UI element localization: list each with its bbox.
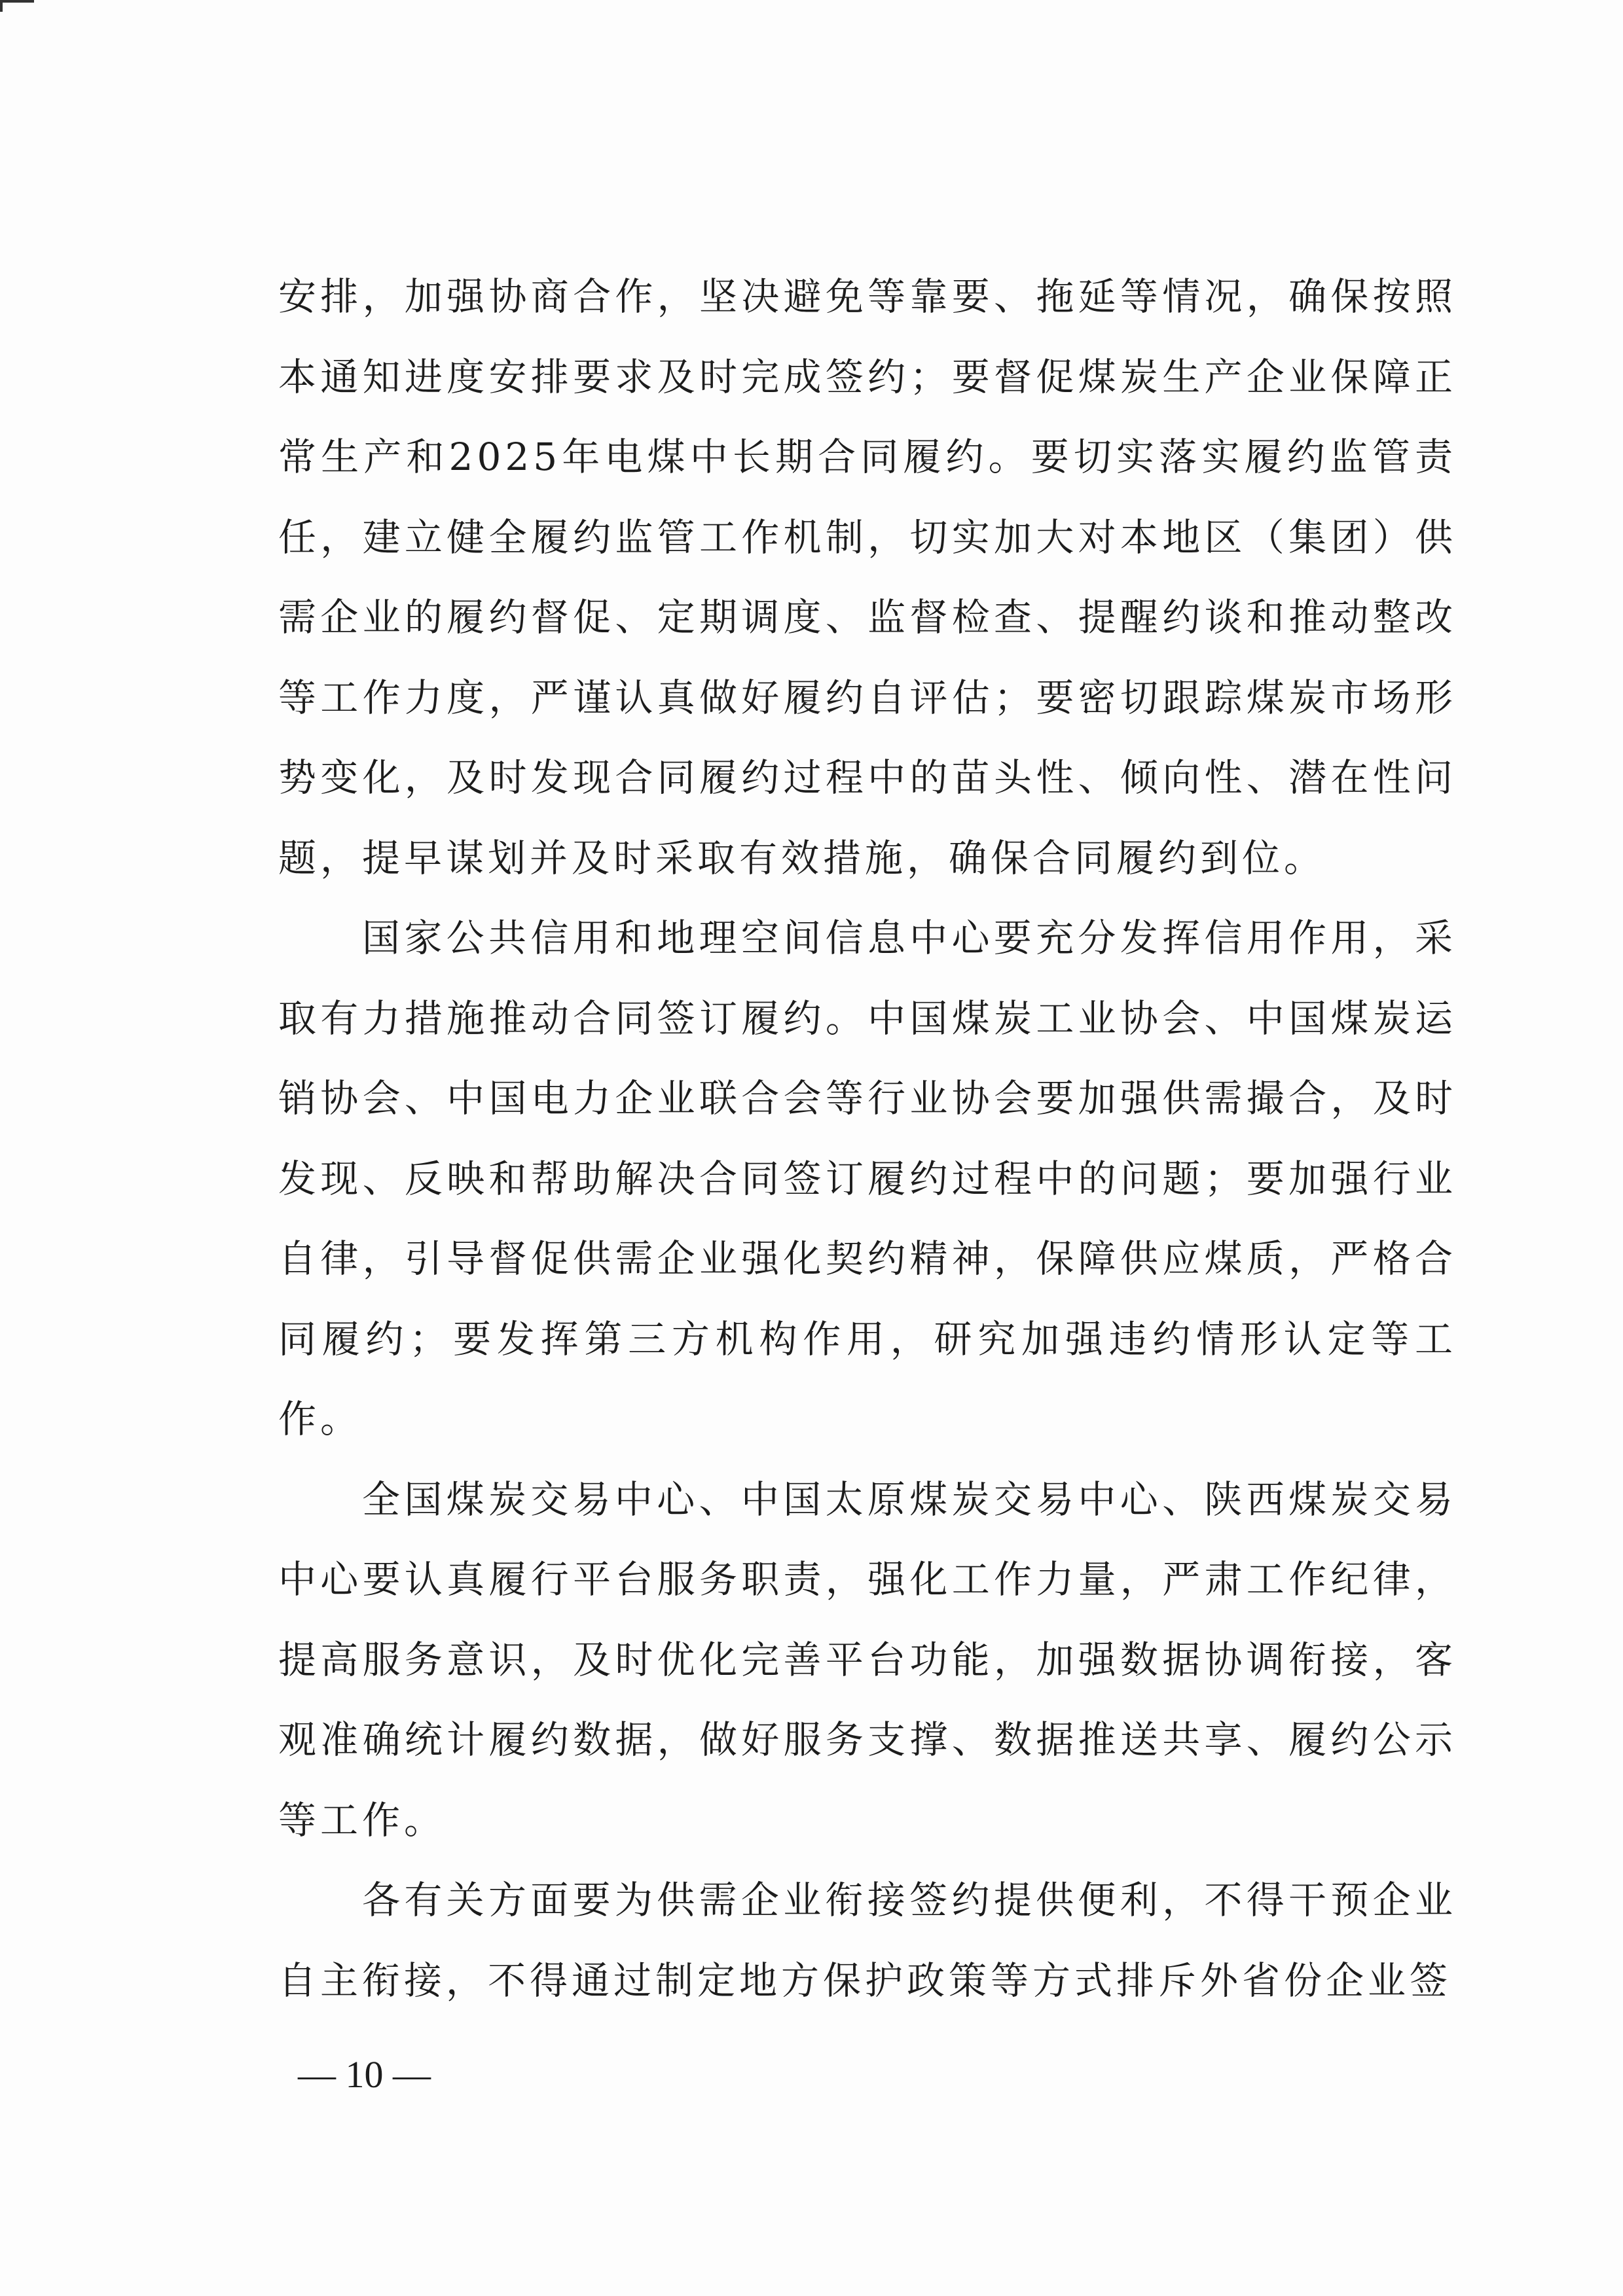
body-text (278, 257, 1457, 2020)
scan-corner-mark (0, 0, 34, 12)
paragraph-all-parties: 各有关方面要为供需企业衔接签约提供便利，不得干预企业自主衔接，不得通过制定地方保护政策等方式排斥外省份企业签 (278, 1878, 1457, 2003)
paragraph-continued: 安排，加强协商合作，坚决避免等靠要、拖延等情况，确保按照本通知进度安排要求及时完成签约；要督促煤炭生产企业保障正常生产和2025年电煤中长期合同履约。要切实落实履约监管责任，建立健全履约监管工作机制，切实加大对本地区（集团）供需企业的履约督促、定期调度、监督检查、提醒约谈和推动整改等工作力度，严谨认真做好履约自评估；要密切跟踪煤炭市场形势变化，及时发现合同履约过程中的苗头性、倾向性、潜在性问题，提早谋划并及时采取有效措施，确保合同履约到位。 (278, 274, 1457, 880)
paragraph-credit-center: 国家公共信用和地理空间信息中心要充分发挥信用作用，采取有力措施推动合同签订履约。中国煤炭工业协会、中国煤炭运销协会、中国电力企业联合会等行业协会要加强供需撮合，及时发现、反映和帮助解决合同签订履约过程中的问题；要加强行业自律，引导督促供需企业强化契约精神，保障供应煤质，严格合同履约；要发挥第三方机构作用，研究加强违约情形认定等工作。 (278, 916, 1457, 1441)
paragraph-trading-centers: 全国煤炭交易中心、中国太原煤炭交易中心、陕西煤炭交易中心要认真履行平台服务职责，强化工作力量，严肃工作纪律，提高服务意识，及时优化完善平台功能，加强数据协调衔接，客观准确统计履约数据，做好服务支撑、数据推送共享、履约公示等工作。 (278, 1477, 1457, 1842)
page-number: — 10 — (298, 2053, 431, 2096)
